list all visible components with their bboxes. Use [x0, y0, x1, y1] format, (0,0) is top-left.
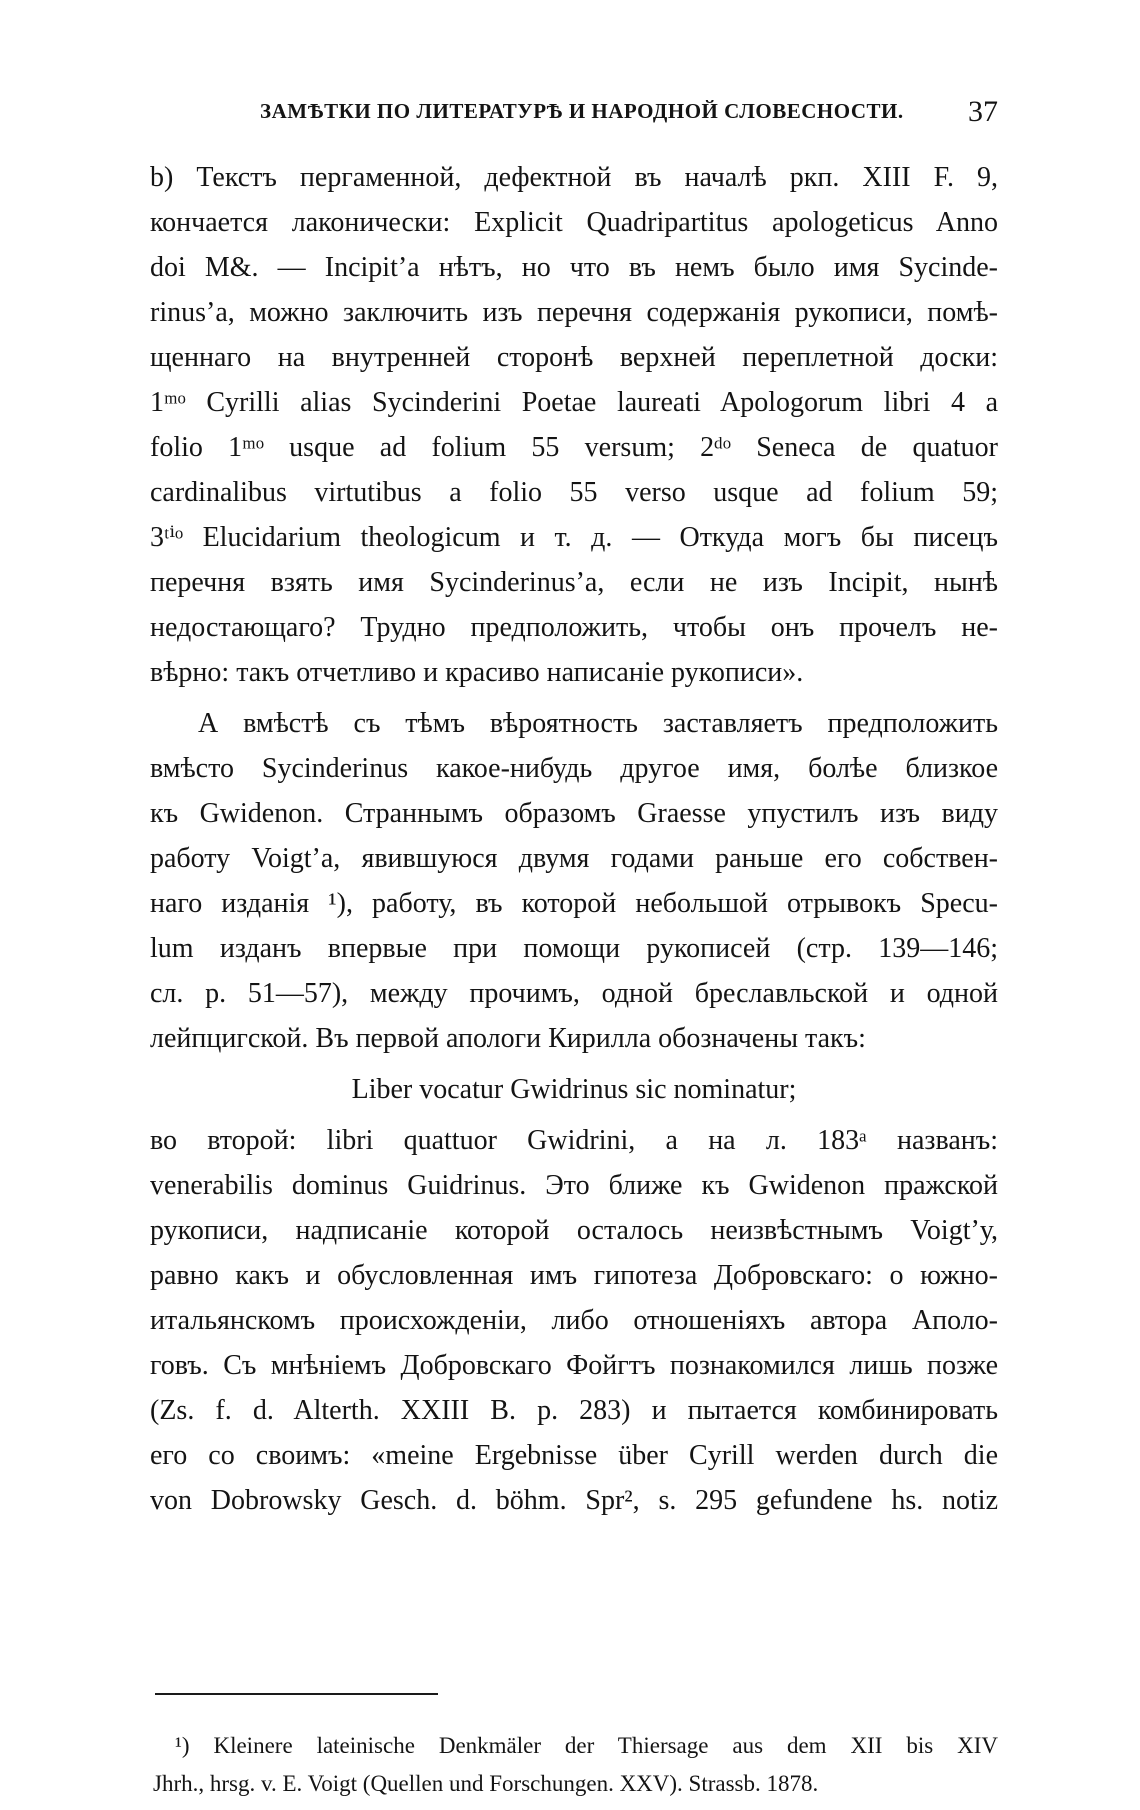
- text-line: щеннаго на внутренней сторонѣ верхней переплетной доски:: [150, 342, 998, 373]
- text-line: работу Voigt’а, явившуюся двумя годами раньше его собствен-: [150, 843, 998, 874]
- page-number: 37: [968, 95, 998, 128]
- text-line: лейпцигской. Въ первой апологи Кирилла обозначены такъ:: [150, 1023, 866, 1054]
- footnote-line: ¹) Kleinere lateinische Denkmäler der Thiersage aus dem XII bis XIV: [175, 1733, 998, 1758]
- quoted-line: Liber vocatur Gwidrinus sic nominatur;: [351, 1074, 797, 1105]
- text-line: von Dobrowsky Gesch. d. böhm. Spr², s. 295 gefundene hs. notiz: [150, 1485, 998, 1516]
- running-head: [150, 95, 998, 135]
- text-line: наго изданія ¹), работу, въ которой небольшой отрывокъ Specu-: [150, 888, 998, 919]
- text-line: перечня взять имя Sycinderinus’а, если не изъ Incipit, нынѣ: [150, 567, 998, 598]
- text-line: cardinalibus virtutibus a folio 55 verso usque ad folium 59;: [150, 477, 998, 508]
- text-line: lum изданъ впервые при помощи рукописей (стр. 139—146;: [150, 933, 998, 964]
- text-line: во второй: libri quattuor Gwidrini, а на л. 183ᵃ названъ:: [150, 1125, 998, 1156]
- text-line: говъ. Съ мнѣніемъ Добровскаго Фойгтъ познакомился лишь позже: [150, 1350, 998, 1381]
- footnote-line: Jhrh., hrsg. v. E. Voigt (Quellen und Forschungen. XXV). Strassb. 1878.: [153, 1771, 819, 1796]
- text-line: (Zs. f. d. Alterth. XXIII B. p. 283) и пытается комбинировать: [150, 1395, 998, 1426]
- footnote-rule: [155, 1693, 438, 1695]
- text-line: folio 1ᵐᵒ usque ad folium 55 versum; 2ᵈᵒ Seneca de quatuor: [150, 432, 998, 463]
- text-line: его со своимъ: «meine Ergebnisse über Cyrill werden durch die: [150, 1440, 998, 1471]
- text-line: rinus’а, можно заключить изъ перечня содержанія рукописи, помѣ-: [150, 297, 998, 328]
- text-line: venerabilis dominus Guidrinus. Это ближе къ Gwidenon пражской: [150, 1170, 998, 1201]
- footnotes: [153, 1727, 998, 1803]
- text-line: 3ᵗⁱᵒ Elucidarium theologicum и т. д. — Откуда могъ бы писецъ: [150, 522, 998, 553]
- text-line: 1ᵐᵒ Cyrilli alias Sycinderini Poetae laureati Apologorum libri 4 a: [150, 387, 998, 418]
- text-line: къ Gwidenon. Страннымъ образомъ Graesse упустилъ изъ виду: [150, 798, 998, 829]
- text-line: итальянскомъ происхожденіи, либо отношеніяхъ автора Аполо-: [150, 1305, 998, 1336]
- text-line: сл. p. 51—57), между прочимъ, одной бреславльской и одной: [150, 978, 998, 1009]
- text-line: недостающаго? Трудно предположить, чтобы онъ прочелъ не-: [150, 612, 998, 643]
- running-title: ЗАМѢТКИ ПО ЛИТЕРАТУРѢ И НАРОДНОЙ СЛОВЕСНОСТИ.: [260, 99, 904, 123]
- text-line: b) Текстъ пергаменной, дефектной въ началѣ ркп. XIII F. 9,: [150, 162, 998, 193]
- text-line: вмѣсто Sycinderinus какое-нибудь другое имя, болѣе близкое: [150, 753, 998, 784]
- text-line: рукописи, надписаніе которой осталось неизвѣстнымъ Voigt’у,: [150, 1215, 998, 1246]
- body-text: [150, 155, 998, 1523]
- paragraph-first-line: А вмѣстѣ съ тѣмъ вѣроятность заставляетъ предположить: [198, 708, 998, 739]
- text-line: кончается лаконически: Explicit Quadripartitus apologeticus Anno: [150, 207, 998, 238]
- text-line: равно какъ и обусловленная имъ гипотеза Добровскаго: о южно-: [150, 1260, 998, 1291]
- text-line: вѣрно: такъ отчетливо и красиво написаніе рукописи».: [150, 657, 804, 688]
- text-line: doi M&. — Incipit’а нѣтъ, но что въ немъ было имя Sycinde-: [150, 252, 998, 283]
